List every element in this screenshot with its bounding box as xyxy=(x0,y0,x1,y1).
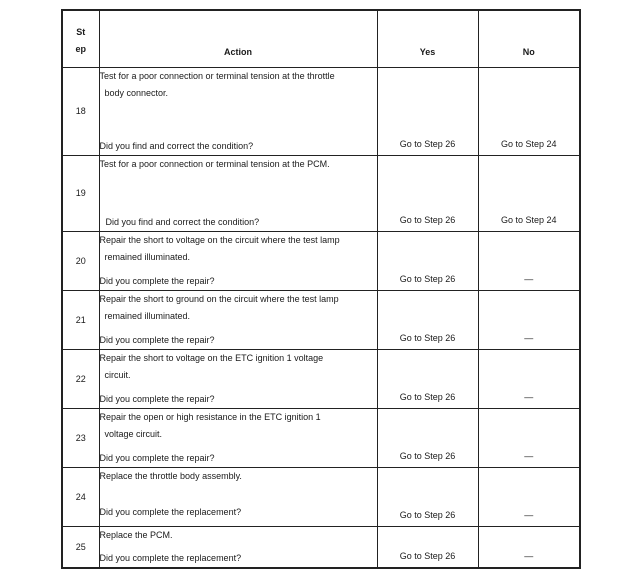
yes-cell: Go to Step 26 xyxy=(377,526,478,568)
action-text-cont: remained illuminated. xyxy=(104,251,191,262)
action-text-cont: body connector. xyxy=(104,87,169,98)
table-row xyxy=(62,467,580,526)
header-row xyxy=(62,10,580,67)
no-cell: Go to Step 24 xyxy=(478,155,580,231)
action-cell xyxy=(99,408,377,467)
action-text: Replace the throttle body assembly. xyxy=(99,470,242,481)
yes-cell: Go to Step 26 xyxy=(377,231,478,290)
action-question: Did you complete the repair? xyxy=(99,393,215,404)
action-text: Test for a poor connection or terminal tension at the throttle xyxy=(99,70,335,81)
action-question: Did you complete the repair? xyxy=(99,334,215,345)
action-question: Did you complete the replacement? xyxy=(99,506,242,517)
no-cell: — xyxy=(478,290,580,349)
step-number: 19 xyxy=(62,155,99,231)
table-row xyxy=(62,290,580,349)
step-number: 20 xyxy=(62,231,99,290)
diagnostic-steps-table xyxy=(61,9,581,569)
table-row xyxy=(62,231,580,290)
no-cell: — xyxy=(478,408,580,467)
action-text-cont: remained illuminated. xyxy=(104,310,191,321)
action-text-cont: circuit. xyxy=(104,369,131,380)
yes-cell: Go to Step 26 xyxy=(377,467,478,526)
step-number: 23 xyxy=(62,408,99,467)
step-number: 24 xyxy=(62,467,99,526)
action-question: Did you complete the replacement? xyxy=(99,553,242,563)
action-cell xyxy=(99,67,377,155)
action-text: Test for a poor connection or terminal tension at the PCM. xyxy=(99,158,330,169)
action-cell xyxy=(99,467,377,526)
header-no: No xyxy=(478,10,580,67)
header-action: Action xyxy=(99,10,377,67)
action-question: Did you complete the repair? xyxy=(99,275,215,286)
yes-cell: Go to Step 26 xyxy=(377,155,478,231)
step-number: 25 xyxy=(62,526,99,568)
header-step xyxy=(62,10,99,67)
no-cell: — xyxy=(478,526,580,568)
no-cell: — xyxy=(478,231,580,290)
action-question: Did you find and correct the condition? xyxy=(105,216,260,227)
step-number: 21 xyxy=(62,290,99,349)
table-row xyxy=(62,526,580,568)
action-text: Replace the PCM. xyxy=(99,529,173,540)
step-number: 22 xyxy=(62,349,99,408)
action-cell xyxy=(99,526,377,568)
action-cell xyxy=(99,349,377,408)
action-cell xyxy=(99,290,377,349)
yes-cell: Go to Step 26 xyxy=(377,67,478,155)
no-cell: — xyxy=(478,349,580,408)
action-cell xyxy=(99,155,377,231)
action-text: Repair the short to voltage on the circuit where the test lamp xyxy=(99,234,340,245)
table-row xyxy=(62,408,580,467)
action-question: Did you complete the repair? xyxy=(99,452,215,463)
header-step-line2: ep xyxy=(75,43,86,54)
action-text: Repair the open or high resistance in the ETC ignition 1 xyxy=(99,411,321,422)
step-number: 18 xyxy=(62,67,99,155)
table-row xyxy=(62,155,580,231)
yes-cell: Go to Step 26 xyxy=(377,290,478,349)
action-text: Repair the short to ground on the circuit where the test lamp xyxy=(99,293,339,304)
no-cell: — xyxy=(478,467,580,526)
action-text: Repair the short to voltage on the ETC ignition 1 voltage xyxy=(99,352,324,363)
action-question: Did you find and correct the condition? xyxy=(99,140,254,151)
yes-cell: Go to Step 26 xyxy=(377,408,478,467)
yes-cell: Go to Step 26 xyxy=(377,349,478,408)
header-yes: Yes xyxy=(377,10,478,67)
action-cell xyxy=(99,231,377,290)
table-row xyxy=(62,67,580,155)
no-cell: Go to Step 24 xyxy=(478,67,580,155)
table-row xyxy=(62,349,580,408)
action-text-cont: voltage circuit. xyxy=(104,428,163,439)
header-step-line1: St xyxy=(76,26,86,37)
